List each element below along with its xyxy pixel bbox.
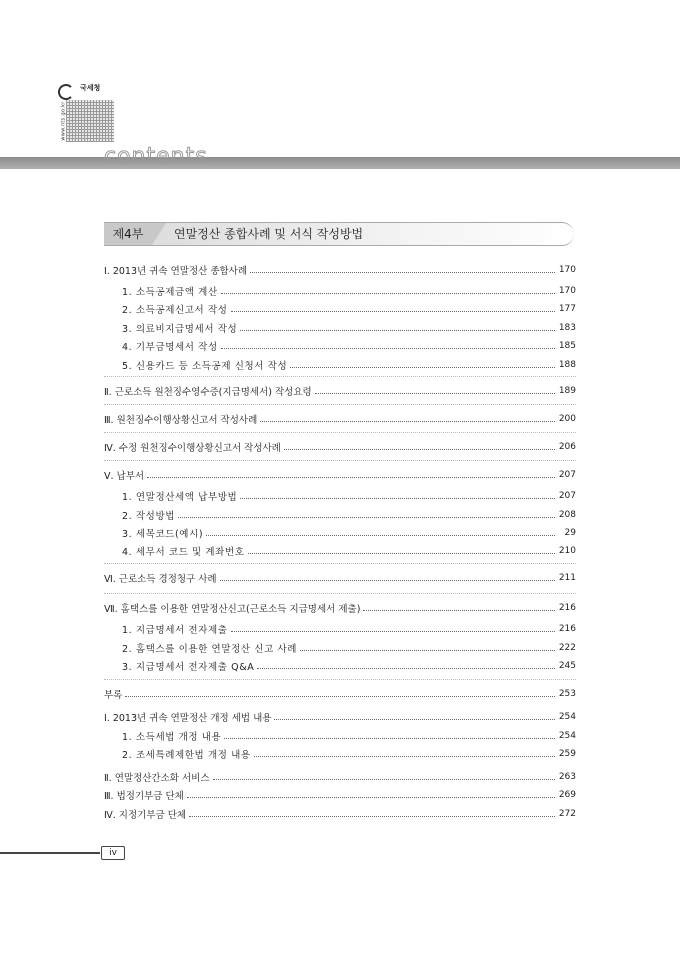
- toc-entry-label: Ⅲ. 법정기부금 단체: [104, 791, 184, 802]
- toc-entry: [104, 600, 576, 616]
- toc-subentry: [104, 283, 576, 299]
- toc-entry-label: Ⅱ. 연말정산간소화 서비스: [104, 773, 210, 784]
- toc-page-number: 189: [558, 386, 576, 396]
- toc-separator: [104, 460, 576, 461]
- toc-leader-dots: [206, 535, 555, 536]
- toc-leader-dots: [240, 330, 555, 331]
- toc-entry: [104, 439, 576, 455]
- toc-leader-dots: [220, 580, 555, 581]
- toc-leader-dots: [300, 650, 555, 651]
- toc-subentry: [104, 301, 576, 317]
- toc-separator: [104, 679, 576, 680]
- toc-entry-label: 2. 조세특례제한법 개정 내용: [122, 750, 251, 761]
- toc-leader-dots: [315, 393, 555, 394]
- toc-page-number: 208: [558, 510, 576, 520]
- toc-entry-label: 3. 지급명세서 전자제출 Q&A: [122, 662, 255, 673]
- toc-separator: [104, 593, 576, 594]
- toc-leader-dots: [260, 421, 555, 422]
- toc-entry-label: 4. 기부금명세서 작성: [122, 342, 218, 353]
- toc-page-number: 216: [558, 624, 576, 634]
- toc-entry: [104, 383, 576, 399]
- toc-leader-dots: [250, 272, 555, 273]
- contents-heading: contents: [104, 144, 208, 169]
- nts-swirl-icon: [58, 84, 74, 100]
- toc-entry: [104, 686, 576, 702]
- toc-entry: [104, 787, 576, 803]
- org-name: 국세청: [80, 84, 101, 92]
- toc-page-number: 185: [558, 341, 576, 351]
- toc-subentry: [104, 507, 576, 523]
- toc-subentry: [104, 621, 576, 637]
- toc-page-number: 170: [558, 265, 576, 275]
- toc-subentry: [104, 640, 576, 656]
- toc-entry-label: Ⅱ. 근로소득 원천징수영수증(지급명세서) 작성요령: [104, 387, 312, 398]
- toc-page-number: 183: [558, 323, 576, 333]
- toc-page-number: 259: [558, 749, 576, 759]
- toc-leader-dots: [240, 498, 555, 499]
- toc-entry: [104, 467, 576, 483]
- toc-entry-label: 1. 연말정산세액 납부방법: [122, 492, 238, 503]
- toc-leader-dots: [290, 367, 555, 368]
- toc-subentry: [104, 338, 576, 354]
- toc-leader-dots: [284, 449, 555, 450]
- toc-entry: [104, 570, 576, 586]
- toc-leader-dots: [248, 553, 555, 554]
- toc-page-number: 207: [558, 491, 576, 501]
- header-bar: [0, 157, 680, 169]
- toc-leader-dots: [147, 477, 555, 478]
- toc-page-number: 29: [564, 528, 576, 538]
- toc-page-number: 253: [558, 689, 576, 699]
- toc-page-number: 200: [558, 414, 576, 424]
- toc-page-number: 206: [558, 442, 576, 452]
- toc-entry-label: 2. 소득공제신고서 작성: [122, 305, 228, 316]
- toc-page-number: 254: [558, 731, 576, 741]
- toc-subentry: [104, 320, 576, 336]
- toc-subentry: [104, 525, 576, 541]
- nts-logo: [52, 80, 122, 142]
- toc-leader-dots: [231, 631, 556, 632]
- toc-entry-label: Ⅰ. 2013년 귀속 연말정산 개정 세법 내용: [104, 713, 272, 724]
- toc-entry-label: Ⅲ. 원천징수이행상황신고서 작성사례: [104, 415, 258, 426]
- toc-entry: [104, 806, 576, 822]
- qr-code-icon: [66, 100, 114, 142]
- section-number: 제4부: [104, 223, 152, 245]
- toc-page-number: 222: [558, 643, 576, 653]
- toc-leader-dots: [224, 738, 555, 739]
- toc-page-number: 269: [558, 790, 576, 800]
- toc-page-number: 254: [558, 712, 576, 722]
- toc-leader-dots: [257, 668, 555, 669]
- toc-subentry: [104, 728, 576, 744]
- toc-entry: [104, 411, 576, 427]
- toc-entry-label: Ⅳ. 지정기부금 단체: [104, 810, 187, 821]
- toc-leader-dots: [213, 779, 555, 780]
- toc-page-number: 177: [558, 304, 576, 314]
- toc-leader-dots: [363, 610, 555, 611]
- toc-leader-dots: [189, 816, 555, 817]
- toc-leader-dots: [125, 696, 555, 697]
- toc-entry-label: 1. 지급명세서 전자제출: [122, 625, 228, 636]
- toc-subentry: [104, 357, 576, 373]
- toc-entry-label: 1. 소득공제금액 계산: [122, 287, 218, 298]
- toc-subentry: [104, 488, 576, 504]
- toc-page-number: 170: [558, 286, 576, 296]
- toc-page-number: 216: [558, 603, 576, 613]
- toc-separator: [104, 404, 576, 405]
- toc-subentry: [104, 658, 576, 674]
- toc-entry-label: 2. 작성방법: [122, 511, 175, 522]
- toc-entry: [104, 709, 576, 725]
- footer-rule: [0, 852, 100, 854]
- toc-entry-label: Ⅰ. 2013년 귀속 연말정산 종합사례: [104, 266, 248, 277]
- org-url: www.nts.go.kr: [60, 101, 67, 141]
- toc-page-number: 188: [558, 360, 576, 370]
- toc-entry-label: 부록: [104, 690, 123, 701]
- toc-separator: [104, 432, 576, 433]
- toc-entry-label: 4. 세무서 코드 및 계좌번호: [122, 547, 245, 558]
- section-heading: [104, 222, 574, 246]
- toc-entry: [104, 262, 576, 278]
- toc-page-number: 210: [558, 546, 576, 556]
- toc-entry-label: 3. 의료비지급명세서 작성: [122, 324, 238, 335]
- toc-entry-label: 3. 세목코드(예시): [122, 529, 204, 540]
- toc-entry-label: 1. 소득세법 개정 내용: [122, 732, 222, 743]
- toc-entry-label: Ⅳ. 수정 원천징수이행상황신고서 작성사례: [104, 443, 281, 454]
- section-title: 연말정산 종합사례 및 서식 작성방법: [174, 227, 364, 241]
- toc-entry-label: 5. 신용카드 등 소득공제 신청서 작성: [122, 361, 288, 372]
- toc-entry-label: Ⅴ. 납부서: [104, 471, 145, 482]
- toc-page-number: 272: [558, 809, 576, 819]
- toc-subentry: [104, 543, 576, 559]
- toc-entry-label: Ⅵ. 근로소득 경정청구 사례: [104, 574, 217, 585]
- toc-page-number: 211: [558, 573, 576, 583]
- toc-entry-label: 2. 홈택스를 이용한 연말정산 신고 사례: [122, 644, 298, 655]
- toc-subentry: [104, 746, 576, 762]
- toc-entry-label: Ⅶ. 홈택스를 이용한 연말정산신고(근로소득 지급명세서 제출): [104, 604, 361, 615]
- toc-leader-dots: [231, 311, 556, 312]
- toc-leader-dots: [221, 348, 555, 349]
- toc-leader-dots: [178, 517, 555, 518]
- section-wedge: [152, 223, 166, 245]
- page-number: iv: [101, 846, 125, 860]
- toc-leader-dots: [254, 756, 555, 757]
- toc-page-number: 263: [558, 772, 576, 782]
- toc-separator: [104, 563, 576, 564]
- toc-separator: [104, 376, 576, 377]
- toc-leader-dots: [187, 797, 555, 798]
- toc-page-number: 207: [558, 470, 576, 480]
- toc-leader-dots: [221, 293, 555, 294]
- toc-page-number: 245: [558, 661, 576, 671]
- toc-leader-dots: [274, 719, 555, 720]
- toc-entry: [104, 769, 576, 785]
